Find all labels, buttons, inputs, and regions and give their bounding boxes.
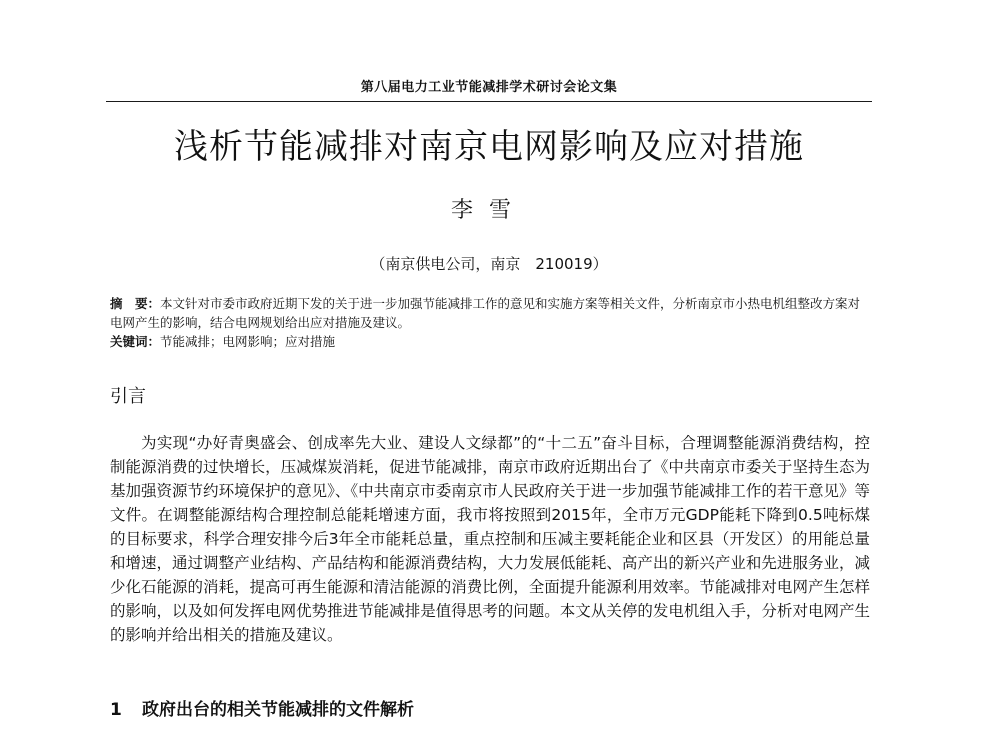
header-rule xyxy=(106,101,872,102)
intro-heading: 引言 xyxy=(110,386,146,407)
section-1-number: 1 xyxy=(110,700,122,720)
running-header: 第八届电力工业节能减排学术研讨会论文集 xyxy=(360,80,618,95)
abstract-text: 本文针对市委市政府近期下发的关于进一步加强节能减排工作的意见和实施方案等相关文件，分析南京市小热电机组整改方案对电网产生的影响，结合电网规划给出应对措施及建议。 xyxy=(110,296,861,330)
author-affiliation: （南京供电公司，南京 210019） xyxy=(370,255,608,273)
intro-paragraph: 为实现“办好青奥盛会、创成率先大业、建设人文绿都”的“十二五”奋斗目标，合理调整能源消费结构，控制能源消费的过快增长，压减煤炭消耗，促进节能减排，南京市政府近期出台了《中共南京市委关于坚持生态为基加强资源节约环境保护的意见》、《中共南京市委南京市人民政府关于进一步加强节能减排工作的若干意见》等文件。在调整能源结构合理控制总能耗增速方面，我市将按照到2015年，全市万元GDP能耗下降到0.5吨标煤的目标要求，科学合理安排今后3年全市能耗总量，重点控制和压减主要耗能企业和区县（开发区）的用能总量和增速，通过调整产业结构、产品结构和能源消费结构，大力发展低能耗、高产出的新兴产业和先进服务业，减少化石能源的消耗，提高可再生能源和清洁能源的消费比例，全面提升能源利用效率。节能减排对电网产生怎样的影响，以及如何发挥电网优势推进节能减排是值得思考的问题。本文从关停的发电机组入手，分析对电网产生的影响并给出相关的措施及建议。 xyxy=(110,434,870,644)
author-name: 李雪 xyxy=(450,198,527,223)
abstract-block xyxy=(110,294,868,351)
keywords-text: 节能减排；电网影响；应对措施 xyxy=(160,334,336,349)
section-1-heading xyxy=(110,697,414,723)
abstract-label: 摘 要： xyxy=(110,296,161,311)
section-1-title: 政府出台的相关节能减排的文件解析 xyxy=(142,700,414,720)
keywords-label: 关键词： xyxy=(110,334,161,349)
paper-title: 浅析节能减排对南京电网影响及应对措施 xyxy=(174,127,804,167)
abstract xyxy=(110,294,868,332)
keywords xyxy=(110,332,868,351)
